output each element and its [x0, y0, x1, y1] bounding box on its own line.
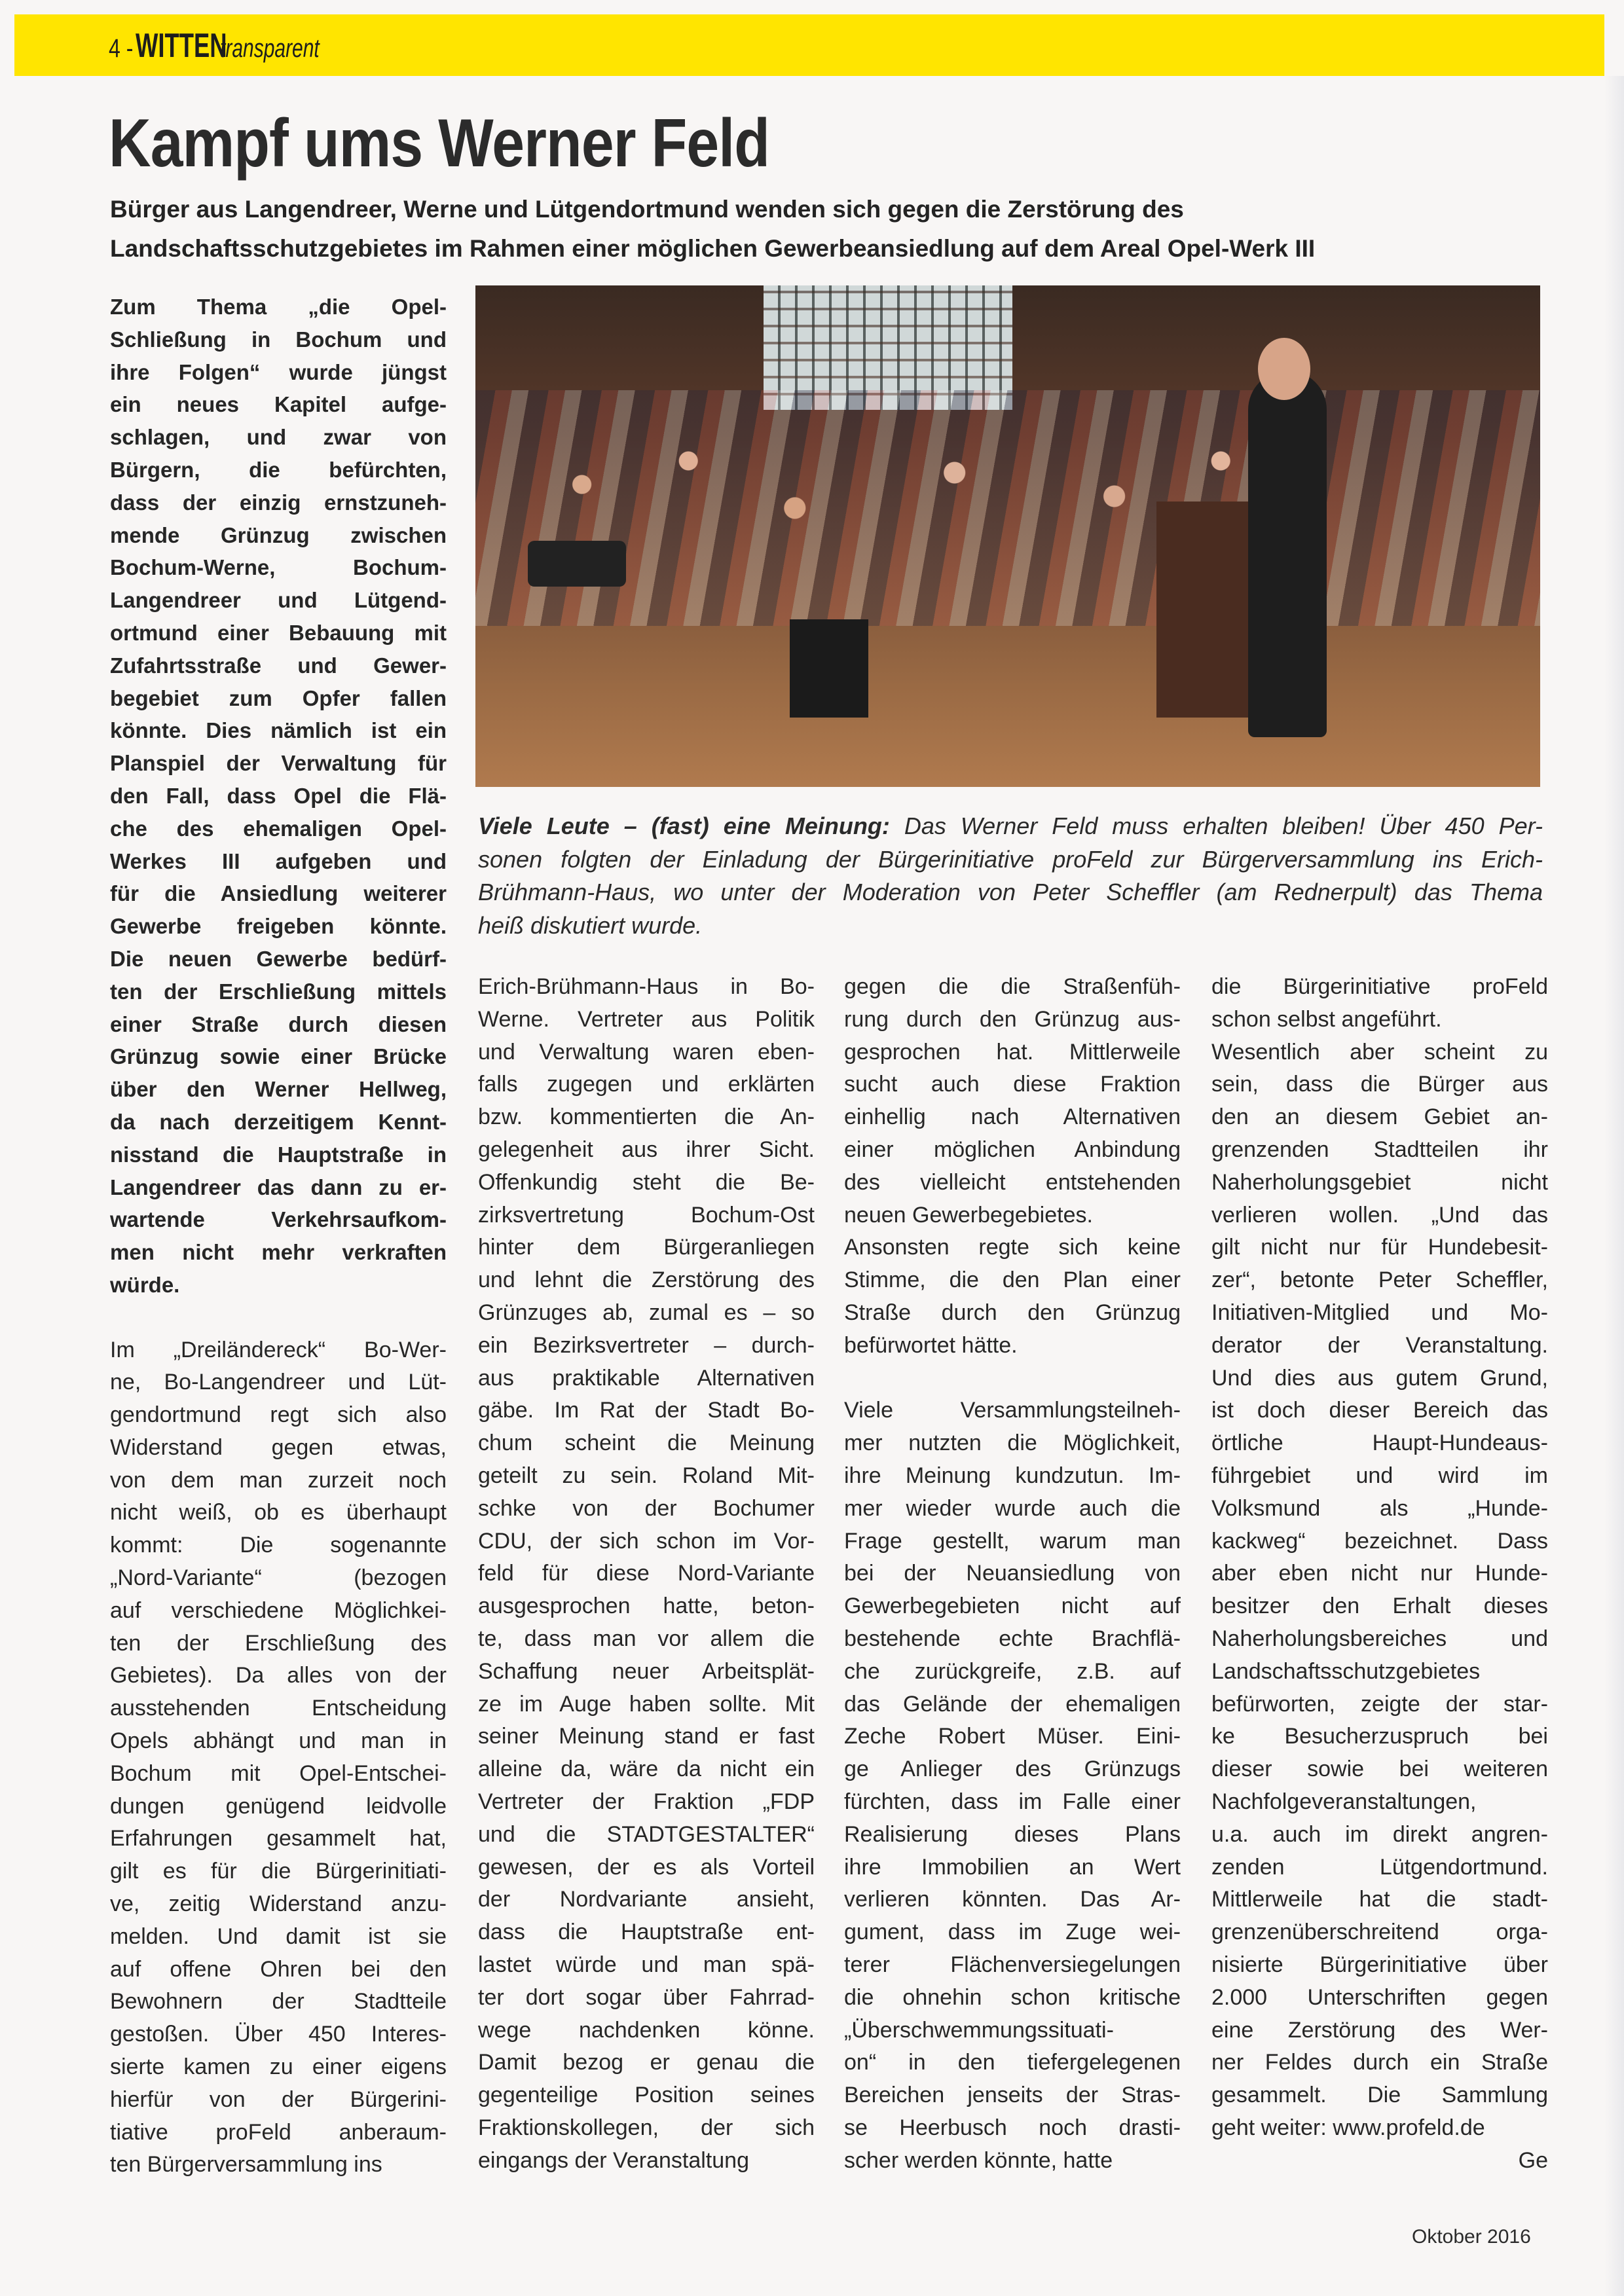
- text-line: über den Werner Hellweg,: [110, 1077, 447, 1102]
- text-line: gegen die die Straßenfüh-: [844, 974, 1181, 999]
- speaker-head: [1258, 338, 1310, 400]
- text-line: für die Ansiedlung weiterer: [110, 881, 447, 906]
- text-column-4: [1211, 971, 1548, 2177]
- text-line: zenden Lütgendortmund.: [1211, 1854, 1548, 1880]
- text-line: Bereichen jenseits der Stras-: [844, 2083, 1181, 2108]
- text-line: ein neues Kapitel aufge-: [110, 392, 447, 417]
- text-line: verlieren wollen. „Und das: [1211, 1202, 1548, 1228]
- text-line: grenzenden Stadtteilen ihr: [1211, 1137, 1548, 1162]
- text-line: Erich-Brühmann-Haus in Bo-: [478, 974, 815, 999]
- text-line: Langendreer und Lütgend-: [110, 588, 447, 613]
- text-line: eine Zerstörung des Wer-: [1211, 2017, 1548, 2043]
- text-line: ortmund einer Bebauung mit: [110, 620, 447, 645]
- text-line: lastet würde und man spä-: [478, 1952, 815, 1977]
- text-line: und lehnt die Zerstörung des: [478, 1267, 815, 1293]
- audience-crowd: [475, 390, 1540, 626]
- text-line: sein, dass die Bürger aus: [1211, 1072, 1548, 1097]
- text-line: schke von der Bochumer: [478, 1495, 815, 1521]
- text-line: begebiet zum Opfer fallen: [110, 685, 447, 710]
- text-line: hinter dem Bürgeranliegen: [478, 1235, 815, 1260]
- text-line: Die neuen Gewerbe bedürf-: [110, 946, 447, 971]
- text-line: Naherholungsbereiches und: [1211, 1626, 1548, 1651]
- text-line: alleine da, wäre da nicht ein: [478, 1757, 815, 1782]
- text-line: Stimme, die den Plan einer: [844, 1267, 1181, 1293]
- text-line: nicht weiß, ob es überhaupt: [110, 1500, 447, 1525]
- text-line: che zurückgreife, z.B. auf: [844, 1658, 1181, 1684]
- text-line: Gewerbegebieten nicht auf: [844, 1594, 1181, 1619]
- text-line: „Nord-Variante“ (bezogen: [110, 1565, 447, 1591]
- text-line: der Nordvariante ansieht,: [478, 1887, 815, 1912]
- text-line: dass die Hauptstraße ent-: [478, 1920, 815, 1945]
- text-line: ve, zeitig Widerstand anzu-: [110, 1891, 447, 1917]
- text-line: sierte kamen zu einer eigens: [110, 2054, 447, 2080]
- text-line: dieser sowie bei weiteren: [1211, 1757, 1548, 1782]
- text-line: Ansonsten regte sich keine: [844, 1235, 1181, 1260]
- projector: [528, 541, 626, 587]
- text-line: aber eben nicht nur Hunde-: [1211, 1561, 1548, 1586]
- text-line: Wesentlich aber scheint zu: [1211, 1039, 1548, 1065]
- text-line: Fraktionskollegen, der sich: [478, 2115, 815, 2140]
- text-line: gilt es für die Bürgerinitiati-: [110, 1859, 447, 1884]
- text-line: terer Flächenversiegelungen: [844, 1952, 1181, 1977]
- paragraph: [110, 1334, 447, 2182]
- text-line: aus praktikable Alternativen: [478, 1365, 815, 1391]
- caption-lead: Viele Leute – (fast) eine Meinung:: [478, 812, 890, 839]
- text-line: Viele Versammlungsteilneh-: [844, 1398, 1181, 1423]
- text-line: Zufahrtsstraße und Gewer-: [110, 653, 447, 678]
- text-line: hierfür von der Bürgerini-: [110, 2086, 447, 2112]
- text-line: Bochum mit Opel-Entschei-: [110, 1760, 447, 1786]
- caption-line: sonen folgten der Einladung der Bürgerinitiative proFeld zur Bürgerversammlung ins Erich-: [478, 845, 1543, 873]
- text-line: „Überschwemmungssituati-: [844, 2017, 1114, 2043]
- text-line: wartende Verkehrsaufkom-: [110, 1207, 447, 1232]
- article-photo: [475, 285, 1540, 787]
- text-line: feld für diese Nord-Variante: [478, 1561, 815, 1586]
- text-line: men nicht mehr verkraften: [110, 1240, 447, 1265]
- text-line: Zum Thema „die Opel-: [110, 295, 447, 319]
- text-line: chum scheint die Meinung: [478, 1430, 815, 1456]
- text-line: ausstehenden Entscheidung: [110, 1696, 447, 1721]
- text-line: tiative proFeld anberaum-: [110, 2119, 447, 2145]
- text-line: Planspiel der Verwaltung für: [110, 751, 447, 776]
- text-line: Und dies aus gutem Grund,: [1211, 1365, 1548, 1391]
- text-line: gesammelt. Die Sammlung: [1211, 2083, 1548, 2108]
- text-line: wege nachdenken könne.: [478, 2017, 815, 2043]
- paragraph: [1211, 1036, 1548, 2145]
- text-line: den an diesem Gebiet an-: [1211, 1104, 1548, 1130]
- text-line: die Bürgerinitiative proFeld: [1211, 974, 1548, 999]
- text-line: gument, dass im Zuge wei-: [844, 1920, 1181, 1945]
- text-line: Im „Dreiländereck“ Bo-Wer-: [110, 1337, 447, 1362]
- text-line: das Gelände der ehemaligen: [844, 1691, 1181, 1717]
- text-line: Gebietes). Da alles von der: [110, 1663, 447, 1688]
- text-line: falls zugegen und erklärten: [478, 1072, 815, 1097]
- text-line: gegenteilige Position seines: [478, 2083, 815, 2108]
- text-line: und die STADTGESTALTER“: [478, 1821, 815, 1847]
- text-line: ten der Erschließung mittels: [110, 979, 447, 1004]
- paragraph: [478, 971, 815, 2177]
- text-line: te, dass man vor allem die: [478, 1626, 815, 1651]
- text-line: ner Feldes durch ein Straße: [1211, 2050, 1548, 2075]
- text-line: mer wieder wurde auch die: [844, 1495, 1181, 1521]
- text-line: eingangs der Veranstaltung: [478, 2147, 749, 2173]
- loudspeaker: [790, 619, 868, 718]
- text-line: geht weiter: www.profeld.de: [1211, 2115, 1485, 2140]
- caption-line: Brühmann-Haus, wo unter der Moderation von Peter Scheffler (am Rednerpult) das Thema: [478, 879, 1543, 906]
- text-line: Frage gestellt, warum man: [844, 1528, 1181, 1554]
- page-number: 4 -: [109, 34, 134, 63]
- text-line: Langendreer das dann zu er-: [110, 1175, 447, 1199]
- text-line: ten der Erschließung des: [110, 1630, 447, 1656]
- text-line: ke Besucherzuspruch bei: [1211, 1724, 1548, 1749]
- text-line: auf offene Ohren bei den: [110, 1956, 447, 1982]
- text-line: rung durch den Grünzug aus-: [844, 1006, 1181, 1032]
- scan-edge-shadow: [1604, 76, 1624, 2296]
- text-line: Gewerbe freigeben könnte.: [110, 914, 447, 939]
- text-line: von dem man zurzeit noch: [110, 1467, 447, 1493]
- text-line: ein Bezirksvertreter – durch-: [478, 1332, 815, 1358]
- text-line: befürworten, zeigte der star-: [1211, 1691, 1548, 1717]
- text-line: ten Bürgerversammlung ins: [110, 2152, 382, 2178]
- text-line: Werne. Vertreter aus Politik: [478, 1006, 815, 1032]
- paragraph-spacer: [110, 1302, 447, 1334]
- text-line: Ge: [1518, 2147, 1548, 2173]
- text-line: ihre Folgen“ wurde jüngst: [110, 359, 447, 384]
- text-column-2: [478, 971, 815, 2177]
- text-line: des vielleicht entstehenden: [844, 1169, 1181, 1195]
- speaker-figure: [1248, 371, 1327, 737]
- text-line: ne, Bo-Langendreer und Lüt-: [110, 1370, 447, 1395]
- text-column-1: [110, 291, 447, 2181]
- text-column-3: [844, 971, 1181, 2177]
- text-line: Schließung in Bochum und: [110, 327, 447, 352]
- text-line: ihre Immobilien an Wert: [844, 1854, 1181, 1880]
- text-line: und Verwaltung waren eben-: [478, 1039, 815, 1065]
- text-line: zer“, betonte Peter Scheffler,: [1211, 1267, 1548, 1293]
- publication-subtitle: transparent: [219, 34, 320, 63]
- text-line: da nach derzeitigem Kennt-: [110, 1109, 447, 1134]
- text-line: fürchten, dass im Falle einer: [844, 1789, 1181, 1814]
- text-line: che des ehemaligen Opel-: [110, 816, 447, 841]
- issue-date: Oktober 2016: [1412, 2226, 1531, 2248]
- text-line: mende Grünzug zwischen: [110, 522, 447, 547]
- text-line: Grünzug sowie einer Brücke: [110, 1044, 447, 1069]
- text-line: Opels abhängt und man in: [110, 1728, 447, 1754]
- caption-line: heiß diskutiert wurde.: [478, 911, 703, 939]
- text-line: u.a. auch im direkt angren-: [1211, 1821, 1548, 1847]
- text-line: ter dort sogar über Fahrrad-: [478, 1984, 815, 2010]
- blank-line: [110, 1302, 447, 1334]
- text-line: ihre Meinung kundzutun. Im-: [844, 1463, 1181, 1488]
- text-line: Werkes III aufgeben und: [110, 848, 447, 873]
- text-line: bzw. kommentierten die An-: [478, 1104, 815, 1130]
- text-line: kommt: Die sogenannte: [110, 1533, 447, 1558]
- text-line: gesprochen hat. Mittlerweile: [844, 1039, 1181, 1065]
- text-line: könnte. Dies nämlich ist ein: [110, 718, 447, 743]
- paragraph: [844, 1231, 1181, 1362]
- text-line: ze im Auge haben sollte. Mit: [478, 1691, 815, 1717]
- text-line: Landschaftsschutzgebietes: [1211, 1658, 1481, 1684]
- paragraph: [844, 1394, 1181, 2177]
- text-line: se Heerbusch noch drasti-: [844, 2115, 1181, 2140]
- text-line: Initiativen-Mitglied und Mo-: [1211, 1300, 1548, 1325]
- text-line: Bürgern, die befürchten,: [110, 457, 447, 482]
- paragraph: [1211, 971, 1548, 1036]
- text-line: befürwortet hätte.: [844, 1332, 1018, 1358]
- text-line: Widerstand gegen etwas,: [110, 1434, 447, 1460]
- text-line: gäbe. Im Rat der Stadt Bo-: [478, 1398, 815, 1423]
- text-line: Naherholungsgebiet nicht: [1211, 1169, 1548, 1195]
- text-line: ge Anlieger des Grünzugs: [844, 1757, 1181, 1782]
- text-line: Nachfolgeveranstaltungen,: [1211, 1789, 1477, 1814]
- text-line: Offenkundig steht die Be-: [478, 1169, 815, 1195]
- article-title: Kampf ums Werner Feld: [109, 105, 770, 181]
- text-line: mer nutzten die Möglichkeit,: [844, 1430, 1181, 1456]
- text-line: gendortmund regt sich also: [110, 1402, 447, 1428]
- text-line: führgebiet und wird im: [1211, 1463, 1548, 1488]
- text-line: neuen Gewerbegebietes.: [844, 1202, 1093, 1228]
- text-line: bei der Neuansiedlung von: [844, 1561, 1181, 1586]
- text-line: CDU, der sich schon im Vor-: [478, 1528, 815, 1554]
- text-line: Bewohnern der Stadtteile: [110, 1989, 447, 2014]
- text-line: verlieren könnten. Das Ar-: [844, 1887, 1181, 1912]
- text-line: on“ in den tiefergelegenen: [844, 2050, 1181, 2075]
- text-line: Damit bezog er genau die: [478, 2050, 815, 2075]
- text-line: melden. Und damit ist sie: [110, 1923, 447, 1949]
- subtitle-line: Bürger aus Langendreer, Werne und Lütgendortmund wenden sich gegen die Zerstörung des: [110, 196, 1184, 223]
- text-line: einhellig nach Alternativen: [844, 1104, 1181, 1130]
- text-line: zirksvertretung Bochum-Ost: [478, 1202, 815, 1228]
- text-line: ausgesprochen hatte, beton-: [478, 1594, 815, 1619]
- article-subtitle: [110, 190, 1315, 268]
- text-line: nisstand die Hauptstraße in: [110, 1142, 447, 1167]
- text-line: Bochum-Werne, Bochum-: [110, 555, 447, 580]
- masthead: [109, 26, 352, 65]
- text-line: einer Straße durch diesen: [110, 1011, 447, 1036]
- text-line: gilt nicht nur für Hundebesit-: [1211, 1235, 1548, 1260]
- text-line: auf verschiedene Möglichkei-: [110, 1597, 447, 1623]
- text-line: würde.: [110, 1272, 180, 1297]
- text-line: schon selbst angeführt.: [1211, 1006, 1442, 1032]
- text-line: grenzenüberschreitend orga-: [1211, 1920, 1548, 1945]
- paragraph: [844, 971, 1181, 1231]
- text-line: Schaffung neuer Arbeitsplät-: [478, 1658, 815, 1684]
- text-line: schlagen, und zwar von: [110, 425, 447, 450]
- publication-name: WITTEN: [135, 27, 227, 65]
- text-line: Grünzuges ab, zumal es – so: [478, 1300, 815, 1325]
- text-line: bestehende echte Brachflä-: [844, 1626, 1181, 1651]
- lectern: [1156, 501, 1255, 718]
- blank-line: [844, 1362, 1181, 1395]
- paragraph-spacer: [844, 1362, 1181, 1395]
- text-line: Vertreter der Fraktion „FDP: [478, 1789, 815, 1814]
- text-line: gewesen, der es als Vorteil: [478, 1854, 815, 1880]
- text-line: örtliche Haupt-Hundeaus-: [1211, 1430, 1548, 1456]
- paragraph: [110, 291, 447, 1302]
- text-line: derator der Veranstaltung.: [1211, 1332, 1548, 1358]
- text-line: Erfahrungen gesammelt hat,: [110, 1826, 447, 1851]
- text-line: einer möglichen Anbindung: [844, 1137, 1181, 1162]
- text-line: Straße durch den Grünzug: [844, 1300, 1181, 1325]
- photo-caption: [478, 810, 1543, 942]
- caption-line: Das Werner Feld muss erhalten bleiben! Über 450 Per-: [889, 812, 1543, 839]
- text-line: kackweg“ bezeichnet. Dass: [1211, 1528, 1548, 1554]
- subtitle-line: Landschaftsschutzgebietes im Rahmen einer möglichen Gewerbeansiedlung auf dem Areal Opel-Werk III: [110, 235, 1316, 262]
- text-line: dass der einzig ernstzuneh-: [110, 490, 447, 515]
- text-line: gelegenheit aus ihrer Sicht.: [478, 1137, 815, 1162]
- text-line: ist doch dieser Bereich das: [1211, 1398, 1548, 1423]
- text-line: Mittlerweile hat die stadt-: [1211, 1887, 1548, 1912]
- text-line: nisierte Bürgerinitiative über: [1211, 1952, 1548, 1977]
- text-line: besitzer den Erhalt dieses: [1211, 1594, 1548, 1619]
- text-line: die ohnehin schon kritische: [844, 1984, 1181, 2010]
- text-line: Realisierung dieses Plans: [844, 1821, 1181, 1847]
- text-line: den Fall, dass Opel die Flä-: [110, 783, 447, 808]
- paragraph: [1211, 2145, 1548, 2178]
- text-line: seiner Meinung stand er fast: [478, 1724, 815, 1749]
- text-line: 2.000 Unterschriften gegen: [1211, 1984, 1548, 2010]
- text-line: scher werden könnte, hatte: [844, 2147, 1113, 2173]
- text-line: Volksmund als „Hunde-: [1211, 1495, 1548, 1521]
- text-line: geteilt zu sein. Roland Mit-: [478, 1463, 815, 1488]
- text-line: sucht auch diese Fraktion: [844, 1072, 1181, 1097]
- text-line: Zeche Robert Müser. Eini-: [844, 1724, 1181, 1749]
- text-line: dungen genügend leidvolle: [110, 1793, 447, 1819]
- text-line: gestoßen. Über 450 Interes-: [110, 2022, 447, 2047]
